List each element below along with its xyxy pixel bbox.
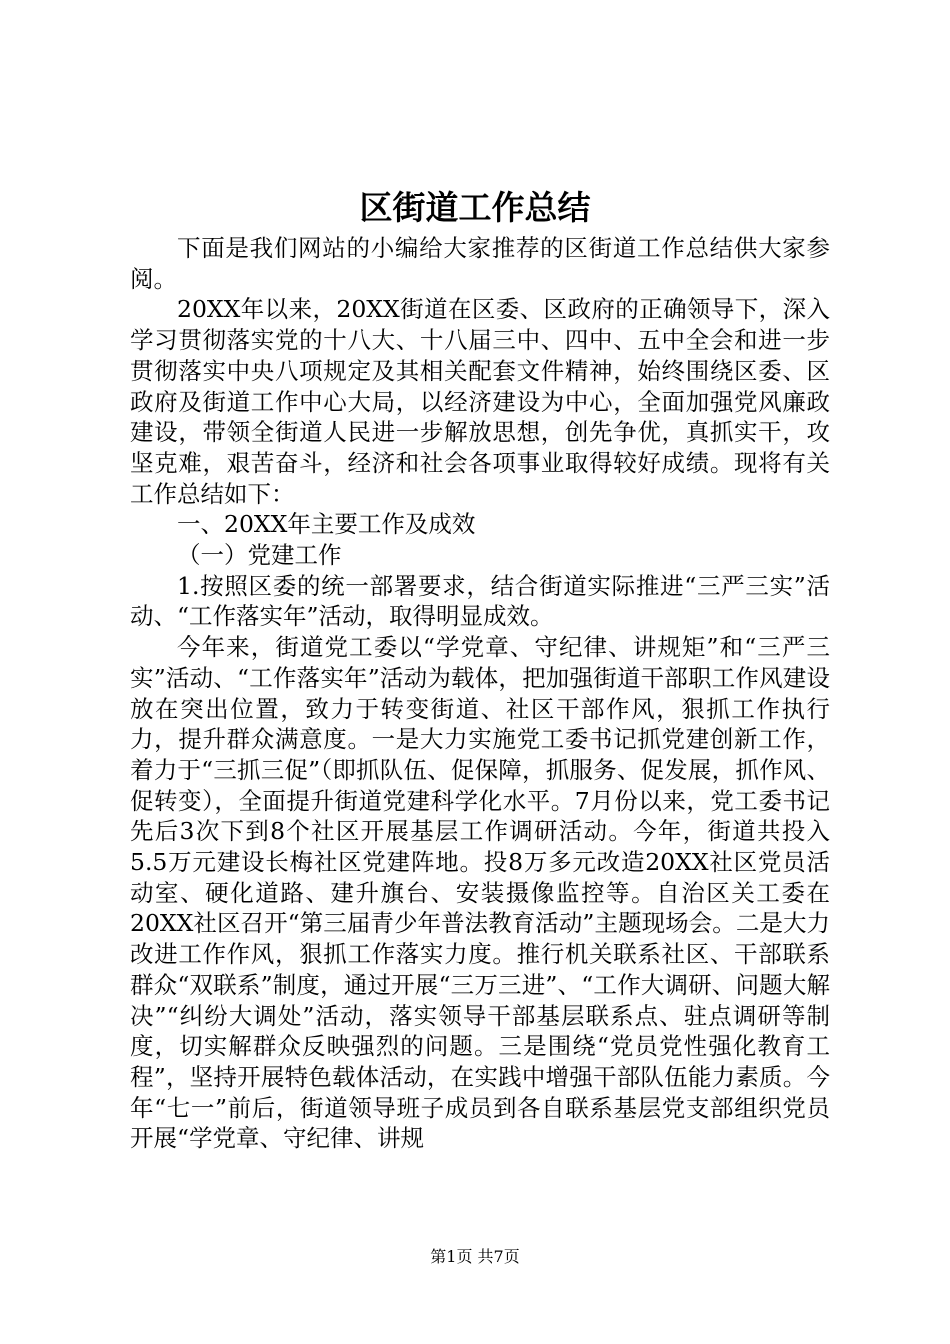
- paragraph-item-1: 1.按照区委的统一部署要求，结合街道实际推进“三严三实”活动、“工作落实年”活动，取得明显成效。: [130, 571, 830, 631]
- document-title: 区街道工作总结: [359, 188, 591, 227]
- paragraph-overview: 20XX年以来，20XX街道在区委、区政府的正确领导下，深入学习贯彻落实党的十八大、十八届三中、四中、五中全会和进一步贯彻落实中央八项规定及其相关配套文件精神，始终围绕区委、区政府及街道工作中心大局，以经济建设为中心，全面加强党风廉政建设，带领全街道人民进一步解放思想，创先争优，真抓实干，攻坚克难，艰苦奋斗，经济和社会各项事业取得较好成绩。现将有关工作总结如下：: [130, 295, 830, 508]
- section-heading-main-work: 一、20XX年主要工作及成效: [177, 510, 476, 539]
- paragraph-intro: 下面是我们网站的小编给大家推荐的区街道工作总结供大家参阅。: [130, 234, 830, 293]
- subsection-heading-party-building: （一）党建工作: [177, 541, 342, 570]
- page-footer: 第1页 共7页: [430, 1247, 520, 1266]
- paragraph-details: 今年来，街道党工委以“学党章、守纪律、讲规矩”和“三严三实”活动、“工作落实年”活动为载体，把加强街道干部职工作风建设放在突出位置，致力于转变街道、社区干部作风，狠抓工作执行力，提升群众满意度。一是大力实施党工委书记抓党建创新工作，着力于“三抓三促”（即抓队伍、促保障，抓服务、促发展，抓作风、促转变），全面提升街道党建科学化水平。7月份以来，党工委书记先后3次下到8个社区开展基层工作调研活动。今年，街道共投入5.5万元建设长梅社区党建阵地。投8万多元改造20XX社区党员活动室、硬化道路、建升旗台、安装摄像监控等。自治区关工委在20XX社区召开“第三届青少年普法教育活动”主题现场会。二是大力改进工作作风，狠抓工作落实力度。推行机关联系社区、干部联系群众“双联系”制度，通过开展“三万三进”、“工作大调研、问题大解决”“纠纷大调处”活动，落实领导干部基层联系点、驻点调研等制度，切实解群众反映强烈的问题。三是围绕“党员党性强化教育工程”，坚持开展特色载体活动，在实践中增强干部队伍能力素质。今年“七一”前后，街道领导班子成员到各自联系基层党支部组织党员开展“学党章、守纪律、讲规: [130, 633, 830, 1153]
- document-body: [130, 233, 830, 1154]
